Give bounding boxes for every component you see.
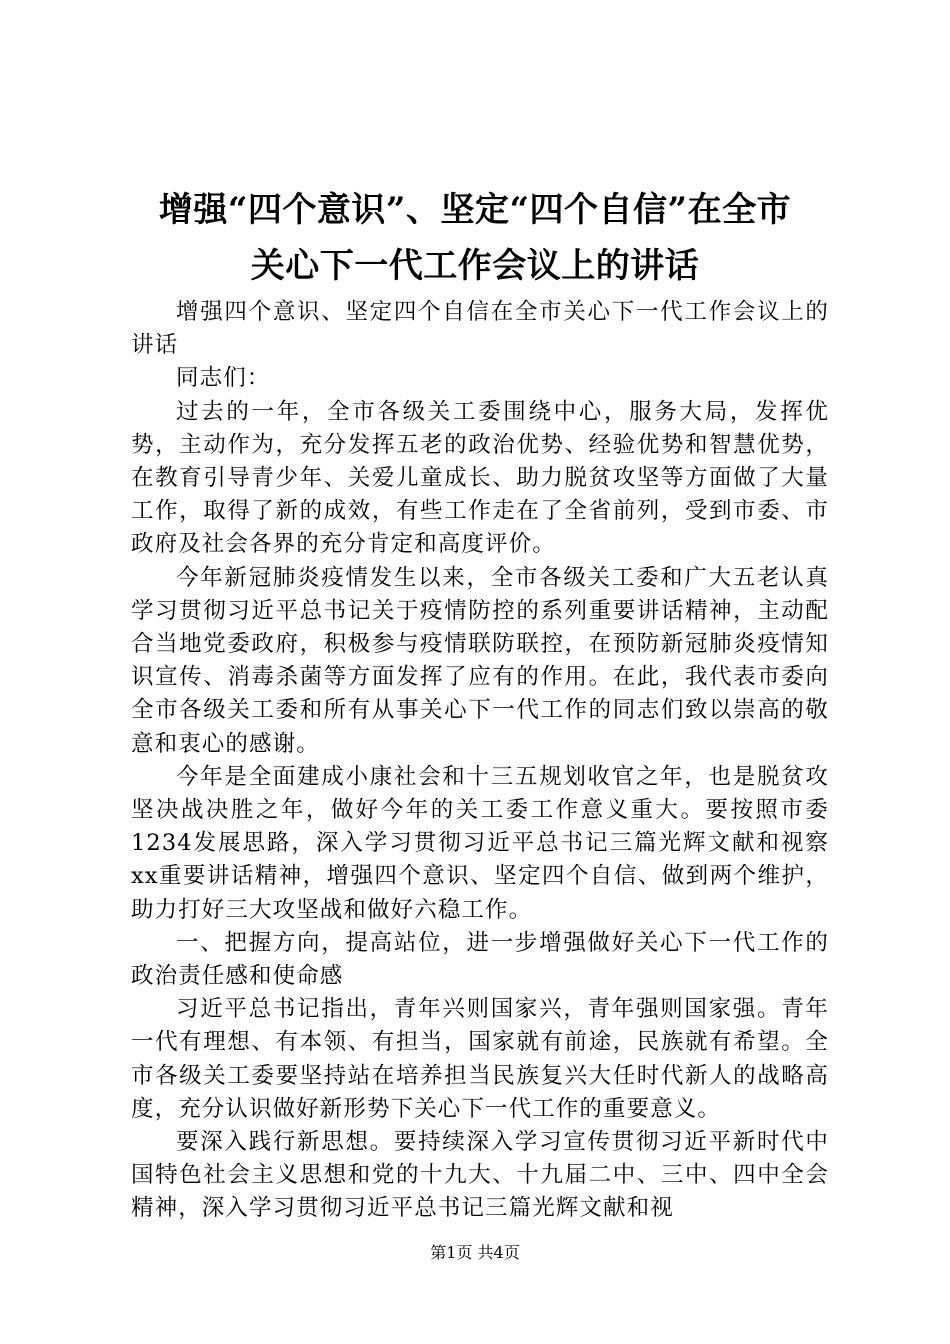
paragraph: 今年是全面建成小康社会和十三五规划收官之年，也是脱贫攻坚决战决胜之年，做好今年的关工委工作意义重大。要按照市委1234发展思路，深入学习贯彻习近平总书记三篇光辉文献和视察xx重要讲话精神，增强四个意识、坚定四个自信、做到两个维护，助力打好三大攻坚战和做好六稳工作。 <box>131 763 829 923</box>
paragraph: 今年新冠肺炎疫情发生以来，全市各级关工委和广大五老认真学习贯彻习近平总书记关于疫情防控的系列重要讲话精神，主动配合当地党委政府，积极参与疫情联防联控，在预防新冠肺炎疫情知识宣传、消毒杀菌等方面发挥了应有的作用。在此，我代表市委向全市各级关工委和所有从事关心下一代工作的同志们致以崇高的敬意和衷心的感谢。 <box>131 564 829 757</box>
section-heading: 一、把握方向，提高站位，进一步增强做好关心下一代工作的政治责任感和使命感 <box>131 929 829 990</box>
page-number-footer: 第1页 共4页 <box>430 1243 520 1262</box>
paragraph-salutation: 同志们： <box>176 365 271 392</box>
document-title-line-1: 增强“四个意识”、坚定“四个自信”在全市 <box>158 190 792 230</box>
paragraph: 要深入践行新思想。要持续深入学习宣传贯彻习近平新时代中国特色社会主义思想和党的十九大、十九届二中、三中、四中全会精神，深入学习贯彻习近平总书记三篇光辉文献和视 <box>131 1129 829 1222</box>
paragraph: 过去的一年，全市各级关工委围绕中心，服务大局，发挥优势，主动作为，充分发挥五老的政治优势、经验优势和智慧优势，在教育引导青少年、关爱儿童成长、助力脱贫攻坚等方面做了大量工作，取得了新的成效，有些工作走在了全省前列，受到市委、市政府及社会各界的充分肯定和高度评价。 <box>131 398 829 558</box>
paragraph-subtitle: 增强四个意识、坚定四个自信在全市关心下一代工作会议上的讲话 <box>131 299 829 359</box>
document-body <box>131 296 829 1226</box>
paragraph: 习近平总书记指出，青年兴则国家兴，青年强则国家强。青年一代有理想、有本领、有担当，国家就有前途，民族就有希望。全市各级关工委要坚持站在培养担当民族复兴大任时代新人的战略高度，充分认识做好新形势下关心下一代工作的重要意义。 <box>131 996 829 1122</box>
document-title-line-2: 关心下一代工作会议上的讲话 <box>250 246 700 286</box>
